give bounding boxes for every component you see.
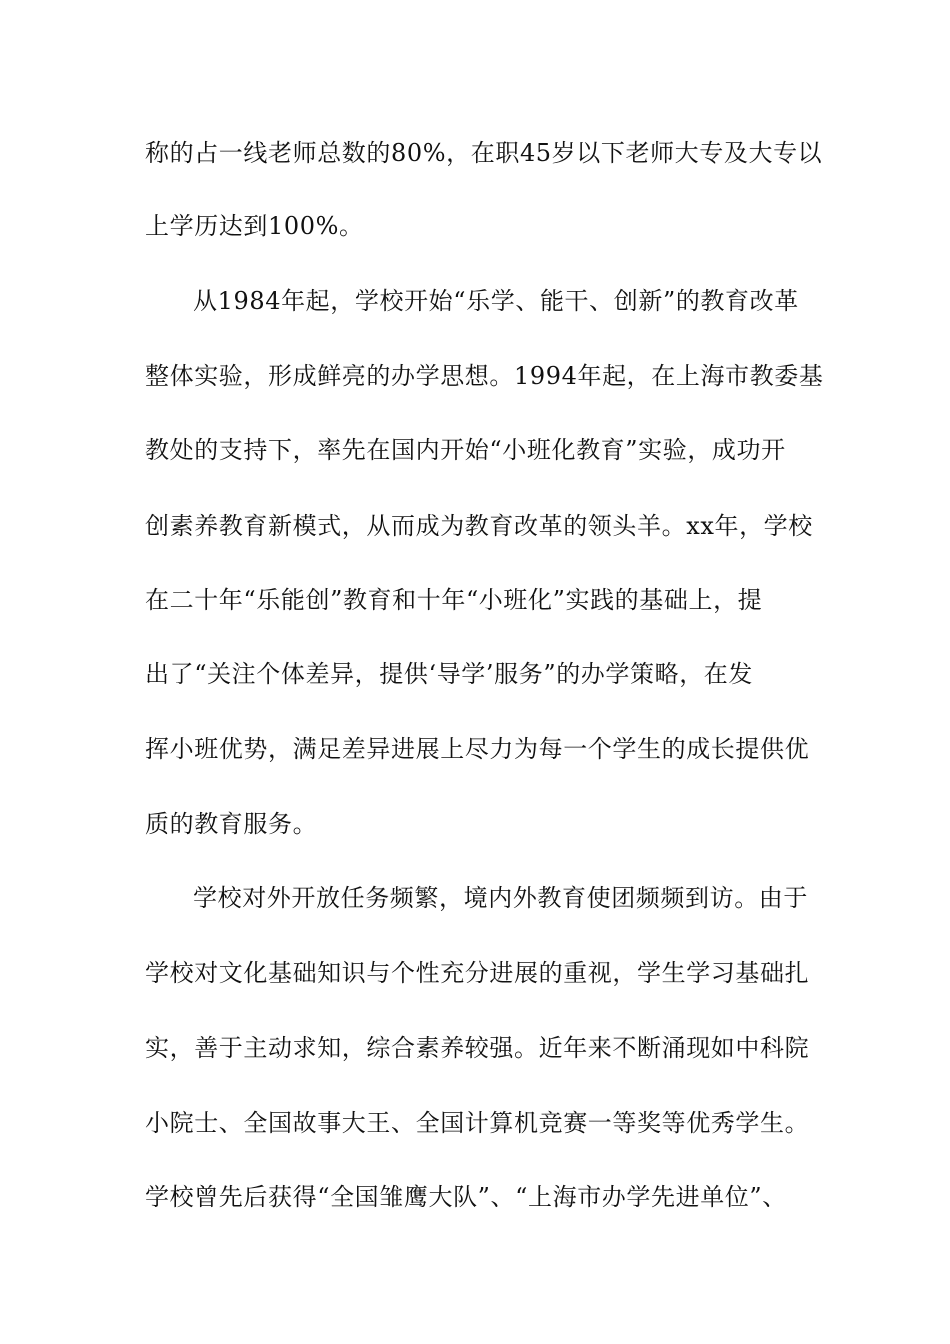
- text-line-4: 整体实验，形成鲜亮的办学思想。1994年起，在上海市教委基: [145, 362, 824, 390]
- text-line-10: 质的教育服务。: [145, 810, 318, 838]
- text-line-6: 创素养教育新模式，从而成为教育改革的领头羊。xx年，学校: [145, 512, 813, 540]
- text-line-13: 实，善于主动求知，综合素养较强。近年来不断涌现如中科院: [145, 1034, 810, 1062]
- text-line-12: 学校对文化基础知识与个性充分进展的重视，学生学习基础扎: [145, 959, 810, 987]
- text-line-8: 出了“关注个体差异，提供‘导学’服务”的办学策略，在发: [145, 660, 753, 688]
- text-line-1: 称的占一线老师总数的80%，在职45岁以下老师大专及大专以: [145, 139, 823, 167]
- text-line-3: 从1984年起，学校开始“乐学、能干、创新”的教育改革: [193, 287, 799, 315]
- text-line-9: 挥小班优势，满足差异进展上尽力为每一个学生的成长提供优: [145, 735, 810, 763]
- text-line-15: 学校曾先后获得“全国雏鹰大队”、“上海市办学先进单位”、: [145, 1183, 787, 1211]
- text-line-2: 上学历达到100%。: [145, 212, 364, 240]
- text-line-5: 教处的支持下，率先在国内开始“小班化教育”实验，成功开: [145, 436, 786, 464]
- text-line-14: 小院士、全国故事大王、全国计算机竞赛一等奖等优秀学生。: [145, 1109, 810, 1137]
- text-line-7: 在二十年“乐能创”教育和十年“小班化”实践的基础上，提: [145, 586, 763, 614]
- text-line-11: 学校对外开放任务频繁，境内外教育使团频频到访。由于: [193, 884, 808, 912]
